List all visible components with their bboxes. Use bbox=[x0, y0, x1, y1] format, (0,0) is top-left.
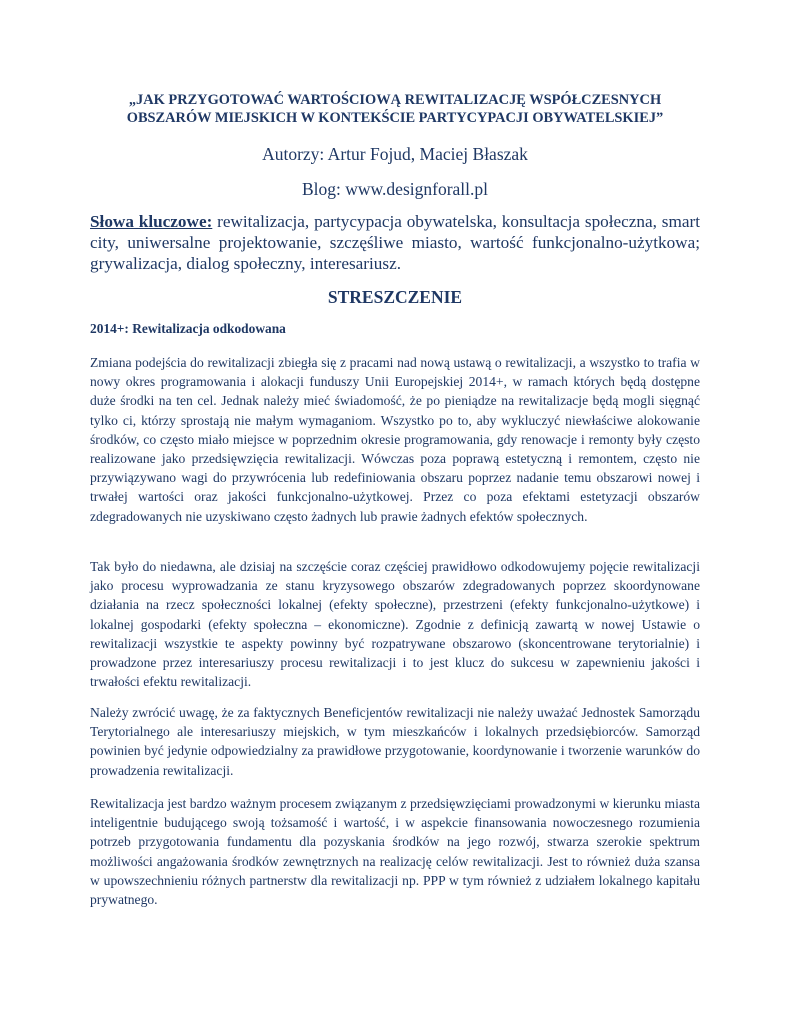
section-heading: STRESZCZENIE bbox=[327, 287, 463, 307]
body-paragraph: Należy zwrócić uwagę, że za faktycznych Beneficjentów rewitalizacji nie należy uważać Jednostek Samorządu Terytorialnego ale interesariuszy miejskich, w tym mieszkańców i lokalnych przedsiębiorców. Samorząd powinien być jedynie odpowiedzialny za prawidłowe przygotowanie, koordynowanie i tworzenie warunków do prowadzenia rewitalizacji. bbox=[90, 705, 700, 778]
keywords-paragraph bbox=[90, 211, 700, 274]
authors-line: Autorzy: Artur Fojud, Maciej Błaszak bbox=[262, 144, 528, 164]
body-paragraph: Rewitalizacja jest bardzo ważnym procesem związanym z przedsięwzięciami prowadzonymi w kierunku miasta inteligentnie budującego swoją tożsamość i wartość, i w aspekcie finansowania nowoczesnego rozumienia potrzeb przygotowania fundamentu dla pozyskania środków na jego rozwój, stwarza szerokie spektrum możliwości angażowania środków zewnętrznych na realizację celów rewitalizacji. Jest to również duża szansa w upowszechnieniu różnych partnerstw dla rewitalizacji np. PPP w tym również z udziałem lokalnego kapitału prywatnego. bbox=[90, 796, 700, 908]
blog-line: Blog: www.designforall.pl bbox=[302, 179, 488, 199]
document-title: „JAK PRZYGOTOWAĆ WARTOŚCIOWĄ REWITALIZACJĘ WSPÓŁCZESNYCH OBSZARÓW MIEJSKICH W KONTEKŚCIE PARTYCYPACJI OBYWATELSKIEJ” bbox=[126, 92, 664, 126]
keywords-label: Słowa kluczowe: bbox=[90, 212, 213, 231]
subheading: 2014+: Rewitalizacja odkodowana bbox=[90, 321, 286, 336]
keywords-text: rewitalizacja, partycypacja obywatelska, konsultacja społeczna, smart city, uniwersalne projektowanie, szczęśliwe miasto, wartość funkcjonalno-użytkowa; grywalizacja, dialog społeczny, interesariusz. bbox=[90, 212, 700, 273]
body-paragraph: Zmiana podejścia do rewitalizacji zbiegła się z pracami nad nową ustawą o rewitalizacji, a wszystko to trafia w nowy okres programowania i alokacji funduszy Unii Europejskiej 2014+, w ramach których będą dostępne duże środki na ten cel. Jednak należy mieć świadomość, że po pieniądze na rewitalizacje będą mogli sięgnąć tylko ci, którzy sprostają nie małym wymaganiom. Wszystko po to, aby wykluczyć niewłaściwe alokowanie środków, co często miało miejsce w poprzednim okresie programowania, gdy renowacje i remonty były często realizowane jako przedsięwzięcia rewitalizacji. Wówczas poza poprawą estetyczną i remontem, często nie przywiązywano wagi do przywrócenia lub redefiniowania obszaru poprzez nadanie temu obszarowi nowej i trwałej wartości oraz jakości funkcjonalno-użytkowej. Przez co poza efektami estetyzacji obszarów zdegradowanych nie uzyskiwano często żadnych lub prawie żadnych efektów społecznych. bbox=[90, 355, 700, 524]
body-paragraph: Tak było do niedawna, ale dzisiaj na szczęście coraz częściej prawidłowo odkodowujemy pojęcie rewitalizacji jako procesu wyprowadzania ze stanu kryzysowego obszarów zdegradowanych poprzez skoordynowane działania na rzecz społeczności lokalnej (efekty społeczne), przestrzeni (efekty funkcjonalno-użytkowe) i lokalnej gospodarki (efekty społeczna – ekonomiczne). Zgodnie z definicją zawartą w nowej Ustawie o rewitalizacji wszystkie te aspekty powinny być rozpatrywane obszarowo (skoncentrowane terytorialnie) i prowadzone przez interesariuszy procesu rewitalizacji i to jest klucz do sukcesu w zapewnieniu jakości i trwałości efektu rewitalizacji. bbox=[90, 559, 700, 690]
